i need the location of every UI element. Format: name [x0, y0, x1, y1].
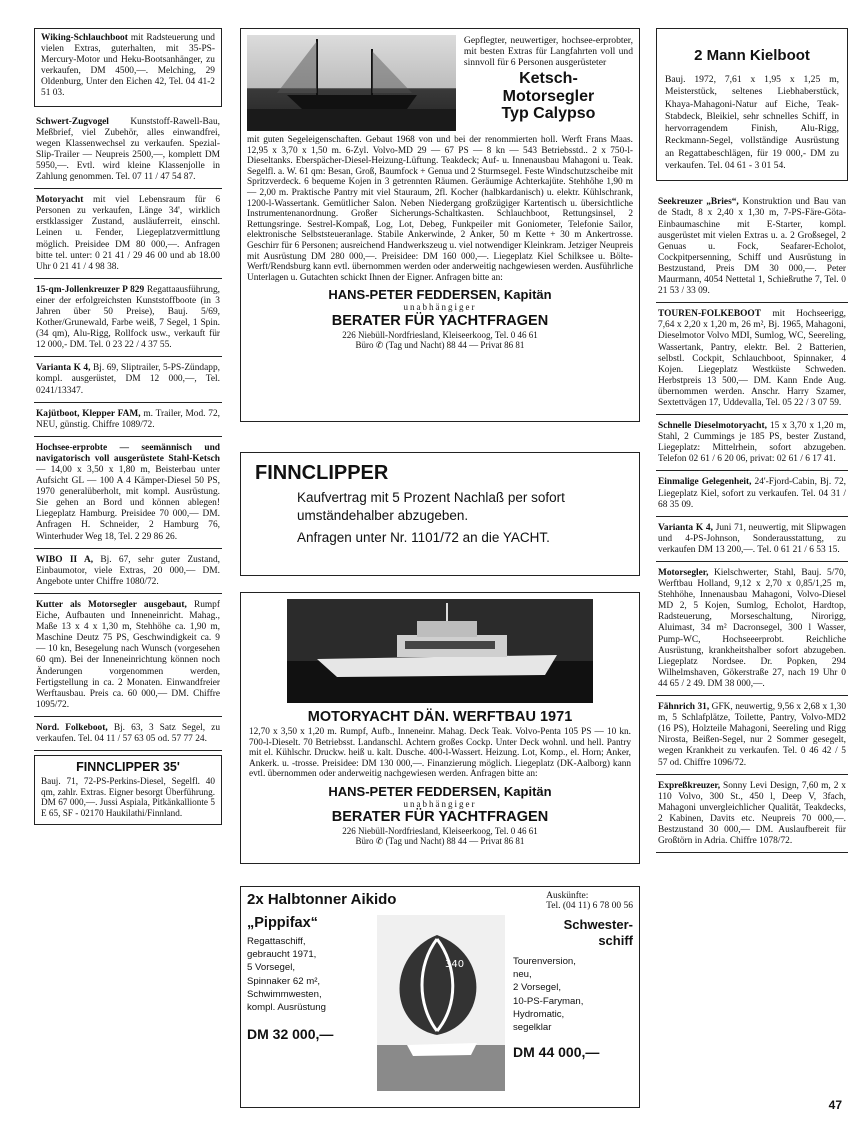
- classified-ad-seekreuzer: [656, 195, 848, 303]
- aikido-right-line: 10-PS-Faryman,: [513, 995, 584, 1007]
- finnclipper35-ad: [34, 755, 222, 825]
- ketsch-title-line: Typ Calypso: [501, 105, 596, 122]
- ad-headline: Einmalige Gelegenheit,: [658, 477, 752, 488]
- aikido-right-line: 2 Vorsegel,: [513, 982, 562, 994]
- finnclipper35-title: FINNCLIPPER 35': [76, 760, 180, 775]
- aikido-right-title: [513, 917, 633, 949]
- ad-headline: WIBO II A,: [36, 554, 94, 565]
- ad-text: Bj. 63, 3 Satz Segel, zu verkaufen. Tel. 04 11 / 57 63 05 od. 57 77 24.: [36, 722, 221, 744]
- motorboat-icon: [287, 599, 593, 703]
- classified-ad-faehnrich: [656, 700, 848, 775]
- classified-ad-jollen: [34, 283, 222, 358]
- finnclipper35-text: Bauj. 71, 72-PS-Perkins-Diesel, Segelfl. 40 qm, zahlr. Extras. Eigner besorgt Überführung. DM 67 000,—. Jussi Aspiala, Pitkänkallionte 5 E 65, SF - 02170 Haukilathi/Finnland.: [41, 776, 215, 818]
- kielboot-text: Bauj. 1972, 7,61 x 1,95 x 1,25 m, Meisterstück, seltenes Liebhaberstück, Khaya-Mahagoni-Natur auf Eiche, Teak-Stabdeck, Bleikiel, sehr schnelles Schiff, in hervorragendem Finish, Alu-Rigg, Reckmann-Segel, vollständige Ausrüstung an Regattabeschlägen, für 19 000,- DM zu verkaufen. Tel. 04 61 - 3 01 54.: [665, 74, 839, 172]
- classified-ad-motorsegler: [656, 566, 848, 696]
- ad-headline: Fähnrich 31,: [658, 702, 710, 713]
- ad-headline: Nord. Folkeboot,: [36, 722, 108, 733]
- ketsch-ad: [240, 28, 640, 422]
- ad-text: GFK, neuwertig, 9,56 x 2,68 x 1,30 m, 5 Schlafplätze, Toilette, Pantry, Volvo-MD2 (16 PS), Holzteile Mahagoni, Seereling und Rigg Nirosta, Beißen-Segel, nur 2 Sommer gesegelt, wegen Krankheit zu verkaufen. Tel. 0 46 42 / 5 57 od. Chiffre 1096/72.: [658, 702, 847, 768]
- kielboot-title: 2 Mann Kielboot: [694, 47, 810, 64]
- motoryacht-body: 12,70 x 3,50 x 1,20 m. Rumpf, Aufb., Inneneinr. Mahag. Deck Teak. Volvo-Penta 105 PS — 10 kn. 700-l-Dieselt. 70 Betriebsst. Landanschl. Achtern großes Cockp. Unter Deck wohnl. und hell. Pantry mit el. Kühlschr. Druckw. heiß u. kalt. Dusche. 400-l-Wassert. Heizung. Lot, Komp., el. Horn; Anker, Ankerk. u. -trosse. Preisidee: DM 130 000,—. Finanzierung möglich. Liegeplatz (DK-Aalborg) kann evtl. übernommen oder anderweitig nachgewiesen werden. Anfragen bitte an:: [249, 727, 631, 780]
- aikido-right-line: Tourenversion,: [513, 956, 576, 967]
- finnclipper-line2: Anfragen unter Nr. 1101/72 an die YACHT.: [297, 530, 550, 545]
- aikido-left-line: Regattaschiff,: [247, 936, 306, 947]
- classified-ad-touren: [656, 307, 848, 415]
- aikido-left-line: Schwimmwesten,: [247, 988, 322, 1000]
- ketsch-intro: Gepflegter, neuwertiger, hochsee-erprobter, mit besten Extras für Langfahrten voll und sinnvoll für 6 Personen ausgerüsteter: [463, 35, 633, 68]
- classified-ad-kajuet: [34, 407, 222, 437]
- ketsch-title-line: Ketsch-: [519, 70, 578, 87]
- motoryacht-berater: BERATER FÜR YACHTFRAGEN: [331, 808, 549, 825]
- classified-ad-hochsee: [34, 441, 222, 549]
- motoryacht-title: MOTORYACHT DÄN. WERFTBAU 1971: [307, 709, 573, 725]
- ad-headline: Varianta K 4,: [36, 363, 91, 374]
- ad-text: mit Radsteuerung und vielen Extras, guterhalten, mit 35-PS-Mercury-Motor und Heku-Bootsanhänger, zu verkaufen, DM 4500,—. Melching, 29 Oldenburg, Unter den Eichen 42, Tel. 04 41-2 51 03.: [41, 33, 215, 99]
- classified-ad-einmalig: [656, 475, 848, 516]
- aikido-right-title-line: Schwester-: [563, 917, 633, 932]
- ad-text: Regattaausführung, einer der erfolgreichsten Kunststoffboote (in 3 Jahren über 50 Preise), Bauj. 5/69, Kother/Grunewald, Farbe weiß, 7 Segel, 1 Spin. (34 qm), Alu-Rigg, Rollfock usw., verkauft für 12 000,- DM. Tel. 0 23 22 / 4 37 55.: [36, 284, 220, 351]
- aikido-title: 2x Halbtonner Aikido: [247, 891, 397, 908]
- ad-headline: TOUREN-FOLKEBOOT: [658, 309, 761, 320]
- left-ads-list: [34, 28, 222, 751]
- ad-text: Kunststoff-Rawell-Bau, Meßbrief, viel Zubehör, alles einwandfrei, wegen Klassenwechsel zu verkaufen. Spezial-Slip-Trailer — Neupreis 2500,—, komplett DM 5950,—. Evtl. wird kleine Klassenjolle in Zahlung genommen. Tel. 07 11 / 47 54 87.: [36, 116, 220, 183]
- ad-text: Sonny Levi Design, 7,60 m, 2 x 110 Volvo, 300 St., 450 l, Deep V, 3fach, Mahagoni unvergleichlicher Qualität, Teakdecks, 2 Kabinen, Davits etc. Neupreis 70 000,—. Bestzustand 30 000,— DM. Auslaufbereit für Großtörn in Adria. Chiffre 1078/72.: [658, 780, 846, 847]
- ad-headline: Schnelle Dieselmotoryacht,: [658, 421, 767, 432]
- aikido-right-line: neu,: [513, 969, 532, 981]
- ad-headline: Motorsegler,: [658, 568, 709, 578]
- aikido-left-line: Spinnaker 62 m²,: [247, 975, 321, 987]
- aikido-auskunft-tel: Tel. (04 11) 6 78 00 56: [546, 901, 633, 911]
- aikido-right-lines: [513, 955, 633, 1034]
- ad-text: Bj. 67, sehr guter Zustand, Einbaumotor, viele Extras, 20 000,— DM. Angebote unter Chiffre 1080/72.: [36, 554, 220, 587]
- classified-ad-schwert: [34, 115, 222, 190]
- motoryacht-indep: unabhängiger: [403, 798, 477, 809]
- ad-text: Konstruktion und Bau van de Stadt, 8 x 2,40 x 1,30 m, 7-PS-Färe-Göta-Einbaumaschine mit E-Starter, kompl. ausgerüstet mit vielen Extras u. a. 2 Großsegel, 2 Genuas u. Fock, Seafarer-Echolot, Cockpitpersenning, Schiff und Ausrüstung in Bestzustand, Preis DM 30 000,—. Peter Maurmann, 4054 Nettetal 1, Schießruthe 7, Tel. 0 21 53 / 33 09.: [658, 197, 846, 297]
- ad-text: 24'-Fjord-Cabin, Bj. 72, Liegeplatz Kiel, sofort zu verkaufen. Tel. 04 31 / 68 35 09.: [658, 477, 847, 510]
- aikido-right-price: DM 44 000,—: [513, 1044, 600, 1061]
- classified-ad-wibo: [34, 553, 222, 594]
- classified-ad-nordfolk: [34, 721, 222, 751]
- classified-ad-wiking: [34, 28, 222, 107]
- ad-text: Juni 71, neuwertig, mit Slipwagen und 4-PS-Johnson, Sonderausstattung, zu verkaufen DM 13 200,—. Tel. 0 61 21 / 6 53 15.: [658, 522, 846, 555]
- ad-text: mit Hochseerigg, 7,64 x 2,20 x 1,20 m, 26 m², Bj. 1965, Mahagoni, Dieselmotor Volvo MDI, Sumlog, WC, Seereling, Wassertank, Pantry, elektr. Bel. 2 Batterien, selbstl. Cockpit, Schlauchboot, Spinnaker, 4 Kojen. Liegeplatz Westküste Schweden. Herbstpreis 13 500,— DM. Kann Ende Aug. übernommen werden. Anschr. Harry Szamer, Sextettvägen 17, Uddevalla, Tel. 05 22 / 3 07 59.: [658, 309, 846, 408]
- ad-text: mit viel Lebensraum für 6 Personen zu verkaufen, Länge 34', wirklich erstklassiger Zustand, ausläuferreit, einschl. Leinen u. Fender, Liegeplatzvermittlung möglich. Preisidee DM 80 000,—. Anfragen bitte tel. unter: 0 21 41 / 29 46 00 und ab 18.00 Uhr 0 21 41 / 4 98 38.: [36, 195, 221, 272]
- classified-ad-varianta2: [656, 521, 848, 562]
- aikido-pippifax: „Pippifax“: [247, 915, 318, 931]
- motoryacht-dan-ad: [240, 592, 640, 864]
- motoryacht-buero: Büro ✆ (Tag und Nacht) 88 44 — Privat 86 81: [355, 835, 525, 846]
- aikido-left-lines: [247, 935, 377, 1014]
- aikido-left-price: DM 32 000,—: [247, 1026, 334, 1043]
- ketsch-buero: Büro ✆ (Tag und Nacht) 88 44 — Privat 86 81: [355, 340, 525, 351]
- ketsch-address: 226 Niebüll-Nordfriesland, Kleiseerkoog, Tel. 0 46 61: [342, 330, 538, 341]
- motoryacht-agent: HANS-PETER FEDDERSEN, Kapitän: [328, 783, 552, 799]
- middle-column: [240, 28, 640, 1108]
- aikido-photo: [377, 915, 505, 1091]
- classified-ad-motoryacht: [34, 193, 222, 279]
- finnclipper-line1: Kaufvertrag mit 5 Prozent Nachlaß per sofort umständehalber abzugeben.: [297, 490, 565, 523]
- classified-ad-varianta1: [34, 361, 222, 402]
- ad-headline: Seekreuzer „Bries“,: [658, 197, 739, 208]
- ketsch-agent: HANS-PETER FEDDERSEN, Kapitän: [328, 287, 552, 303]
- ad-headline: 15-qm-Jollenkreuzer P 829: [36, 284, 145, 295]
- ad-headline: Varianta K 4,: [658, 522, 713, 533]
- ad-headline: Hochsee-erprobte — seemännisch und navigatorisch voll ausgerüstete Stahl-Ketsch: [36, 442, 220, 464]
- ad-text: m. Trailer, Mod. 72, NEU, günstig. Chiffre 1089/72.: [36, 408, 220, 430]
- ad-text: — 14,00 x 3,50 x 1,80 m, Beisterbau unter Aufsicht GL — 100 A 4 Kämper-Diesel 50 PS, 1970 generalüberholt, mit kompl. Ausrüstung. Sie gehen an Bord und können ablegen! Liegeplatz Hamburg. Preisidee 70 000,— DM. Anfragen H. Schneider, 2 Hamburg 76, Winterhuder Weg 18, Tel. 2 29 86 26.: [36, 465, 220, 542]
- ketsch-photo: [247, 35, 456, 131]
- svg-text:340: 340: [445, 959, 465, 970]
- ad-headline: Wiking-Schlauchboot: [41, 33, 128, 43]
- ad-text: 15 x 3,70 x 1,20 m, Stahl, 2 Cummings je 185 PS, bester Zustand, Liegeplatz: Mittelrhein, sofort abzugeben. Telefon 02 61 / 6 20 06, privat: 02 61 / 6 17 41.: [658, 421, 847, 465]
- aikido-left-line: kompl. Ausrüstung: [247, 1002, 326, 1014]
- motoryacht-photo: [287, 599, 593, 703]
- page-number: 47: [828, 1098, 842, 1112]
- ketsch-title-line: Motorsegler: [502, 87, 595, 105]
- finnclipper-title: FINNCLIPPER: [255, 462, 389, 484]
- sailboat-icon: [247, 35, 456, 131]
- right-ads-list: [656, 195, 848, 853]
- aikido-left-line: 5 Vorsegel,: [247, 962, 296, 974]
- aikido-ad: [240, 886, 640, 1108]
- ad-headline: Kutter als Motorsegler ausgebaut,: [36, 599, 187, 610]
- finnclipper-ad: [240, 452, 640, 576]
- ad-text: Kielschwerter, Stahl, Bauj. 5/70, Werftbau Holland, 9,12 x 2,70 x 0,85/1,25 m, Stehhöhe, Innenausbau Mahagoni, Volvo-Diesel MD 2, 5 Kojen, Sumlog, Echolot, Hardtop, Radsteuerung, Morseschaltung, Nirorigg, Aluimast, 34 m² Dacronsegel, 300 l Wasser, Pump-WC, Hochseeerprobt. Reichliche Ausrüstung, krankheitshalber sofort abzugeben. Liegeplatz Nordsee. Dr. Popken, 294 Wilhelmshaven, Gökerstraße 27, nach 19 Uhr 0 44 65 / 2 49. DM 38 000,—.: [658, 568, 846, 689]
- spinnaker-boat-icon: [377, 915, 505, 1091]
- ad-headline: Motoryacht: [36, 195, 84, 206]
- aikido-right-line: segelklar: [513, 1022, 552, 1034]
- right-column: [656, 28, 848, 857]
- motoryacht-address: 226 Niebüll-Nordfriesland, Kleiseerkoog, Tel. 0 46 61: [342, 825, 538, 836]
- ad-text: Rumpf Eiche, Aufbauten und Inneneinricht. Mahag., Maße 13 x 4 x 1,30 m, Stehhöhe ca. 1,90 m, Maschine Deutz 75 PS, Geschwindigkeit ca. 9 — 10 kn, Besegelung nach Wunsch (vorgesehen 60 qm). Bei der Inneneinrichtung können noch Änderungen vorgenommen werden, Fertigstellung in ca. 2 Monaten. Einwandfreier Werftausbau. Preis ca. 60 000,— DM. Chiffre 1095/72.: [36, 599, 220, 710]
- aikido-auskunft-label: Auskünfte:: [546, 891, 589, 901]
- left-column: [34, 28, 222, 833]
- ketsch-title: [464, 70, 633, 123]
- classified-ad-diesel: [656, 419, 848, 471]
- ad-headline: Schwert-Zugvogel: [36, 116, 109, 127]
- ketsch-body: mit guten Segeleigenschaften. Gebaut 1968 von und bei der renommierten holl. Werft Frans Maas. 12,95 x 3,70 x 1,50 m. 6-Zyl. Volvo-MD 29 — 67 PS — 8 kn — 543 Betriebsstd.. 2 x 750-l-Dieseltanks. Eberspächer-Diesel-Heizung-Lüftung. Teakdeck; Auf- u. Innenausbau Mahagoni u. Teak. Segelfl. a. W. 61 qm: Besan, Groß, Baumfock + Genua und 2 Sturmsegel. Feste Windschutzscheibe mit Spritzverdeck. 6 bequeme Kojen in 3 getrennten Räumen. Geräumige Achterkajüte. Stehhöhe 1,90 m — 2,00 m. Praktische Pantry mit viel Stauraum, 2fl. Kocher (halbkardanisch) u. elektr. Kühlschrank, 1200-l-Wassertank. Gemütlicher Salon. Neben Niedergang großzügiger Kartentisch u. übersichtliche Instrumentenanordnung. Großer Sicherungs-Schaltkasten. Schlauchboot, Rettungsinsel, 2 Rettungsringe. Sestrel-Kompaß, Log, Lot, Debeg, Funkpeiler mit Goniometer, Telefonie Sailor, elektronische Selbststeueranlage. Stabile Ankerwinde, 2 Anker, 50 m Kette + 30 m Ankertrosse. Geschirr für 6 Personen; ausreichend Handwerkszeug u. viel notwendiger Kleinkram. Jetziger Neupreis mit Ausrüstung DM 280 000,—. Preisidee: DM 160 000,—. Liegeplatz Kiel Schilksee u. Bölte-Werft/Rendsburg kann evtl. übernommen werden oder anderweitig nachgewiesen werden. Ausführliche Unterlagen u. Gutachten schickt Ihnen der Eigner. Anfragen bitte an:: [247, 135, 633, 283]
- ad-headline: Kajütboot, Klepper FAM,: [36, 408, 141, 419]
- classified-ad-express: [656, 779, 848, 854]
- ad-headline: Expreßkreuzer,: [658, 780, 721, 791]
- aikido-right-line: Hydromatic,: [513, 1008, 565, 1020]
- ad-text: Bj. 69, Sliptrailer, 5-PS-Zündapp, kompl. ausgerüstet, DM 12 000,—, Tel. 0241/13347.: [36, 363, 220, 396]
- ketsch-indep: unabhängiger: [403, 302, 477, 313]
- aikido-left-line: gebraucht 1971,: [247, 949, 317, 961]
- aikido-right-title-line: schiff: [598, 933, 633, 948]
- ketsch-berater: BERATER FÜR YACHTFRAGEN: [331, 313, 549, 330]
- kielboot-ad: [656, 28, 848, 181]
- classified-ad-kutter: [34, 598, 222, 717]
